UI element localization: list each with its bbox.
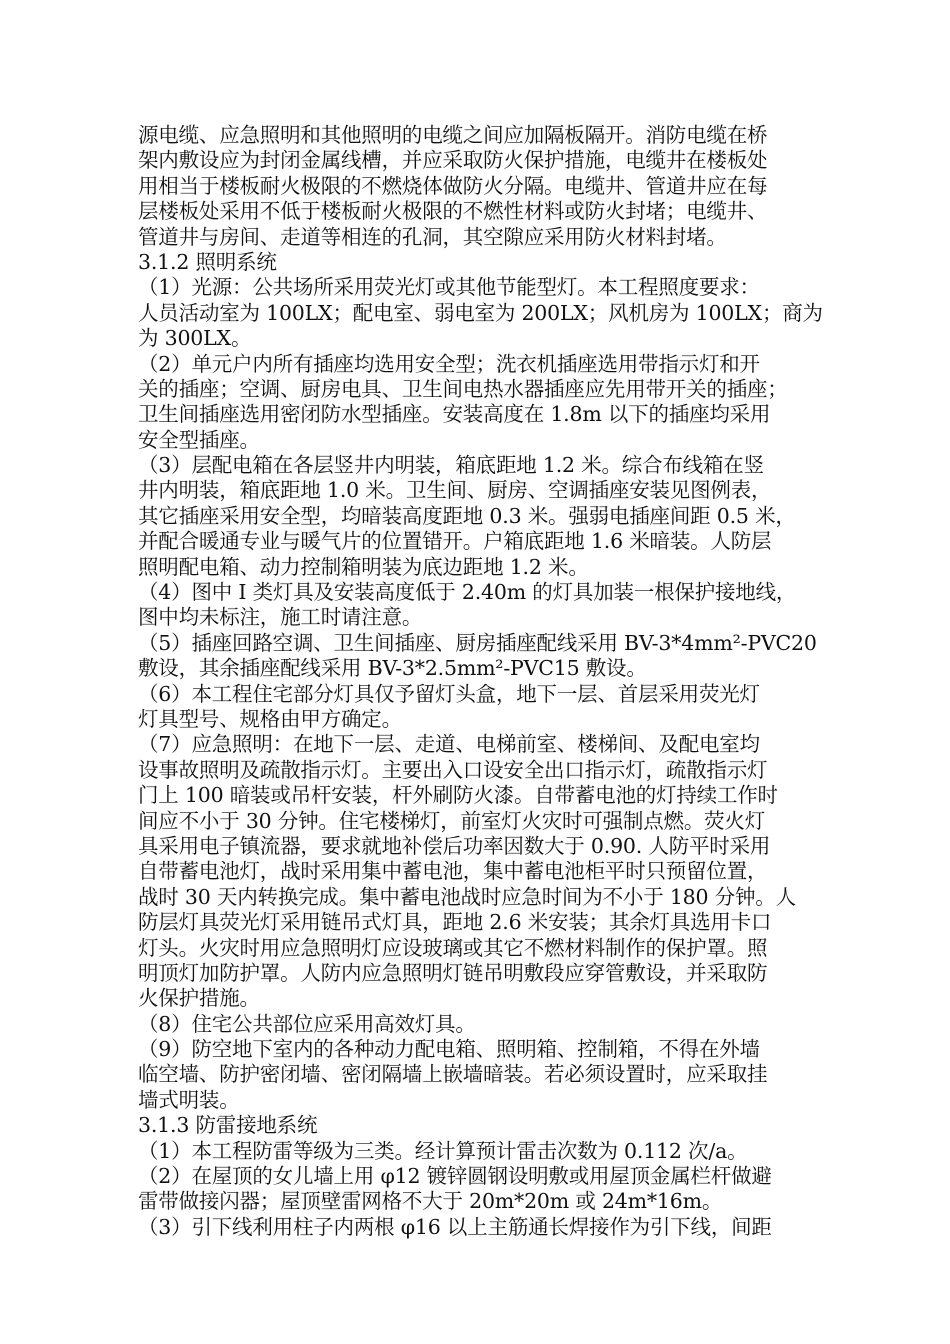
text-line: （4）图中 I 类灯具及安装高度低于 2.40m 的灯具加装一根保护接地线，: [138, 580, 797, 605]
text-line: 图中均未标注，施工时请注意。: [138, 605, 423, 630]
text-line: 卫生间插座选用密闭防水型插座。安装高度在 1.8m 以下的插座均采用: [138, 402, 771, 427]
text-line: 管道井与房间、走道等相连的孔洞，其空隙应采用防火材料封堵。: [138, 224, 727, 249]
text-line: 关的插座；空调、厨房电具、卫生间电热水器插座应先用带开关的插座；: [138, 376, 788, 401]
text-line: （8）住宅公共部位应采用高效灯具。: [138, 1011, 476, 1036]
text-line: （6）本工程住宅部分灯具仅予留灯头盒，地下一层、首层采用荧光灯: [138, 681, 760, 706]
text-line: 火保护措施。: [138, 986, 260, 1011]
text-line: （3）引下线利用柱子内两根 φ16 以上主筋通长焊接作为引下线，间距: [138, 1214, 772, 1239]
text-line: 安全型插座。: [138, 427, 260, 452]
document-body: [138, 123, 838, 1240]
text-line: 设事故照明及疏散指示灯。主要出入口设安全出口指示灯，疏散指示灯: [138, 757, 768, 782]
text-line: 为 300LX。: [138, 326, 252, 351]
text-line: 灯头。火灾时用应急照明灯应设玻璃或其它不燃材料制作的保护罩。照: [138, 935, 768, 960]
text-line: 3.1.3 防雷接地系统: [138, 1113, 318, 1138]
text-line: 战时 30 天内转换完成。集中蓄电池战时应急时间为不小于 180 分钟。人: [138, 884, 796, 909]
text-line: 人员活动室为 100LX；配电室、弱电室为 200LX；风机房为 100LX；商为: [138, 300, 823, 325]
text-line: （2）在屋顶的女儿墙上用 φ12 镀锌圆钢设明敷或用屋顶金属栏杆做避: [138, 1164, 772, 1189]
text-line: 自带蓄电池灯，战时采用集中蓄电池，集中蓄电池柜平时只预留位置，: [138, 859, 768, 884]
text-line: 临空墙、防护密闭墙、密闭隔墙上嵌墙暗装。若必须设置时，应采取挂: [138, 1062, 768, 1087]
text-line: 墙式明装。: [138, 1087, 240, 1112]
text-line: 雷带做接闪器；屋顶壁雷网格不大于 20m*20m 或 24m*16m。: [138, 1189, 723, 1214]
text-line: （2）单元户内所有插座均选用安全型；洗衣机插座选用带指示灯和开: [138, 351, 760, 376]
text-line: 门上 100 暗装或吊杆安装，杆外刷防火漆。自带蓄电池的灯持续工作时: [138, 783, 778, 808]
text-line: 具采用电子镇流器，要求就地补偿后功率因数大于 0.90. 人防平时采用: [138, 833, 771, 858]
text-line: 源电缆、应急照明和其他照明的电缆之间应加隔板隔开。消防电缆在桥: [138, 123, 768, 147]
text-line: 层楼板处采用不低于楼板耐火极限的不燃性材料或防火封堵；电缆井、: [138, 199, 768, 224]
text-line: 敷设，其余插座配线采用 BV-3*2.5mm²-PVC15 敷设。: [138, 656, 647, 681]
text-line: 并配合暖通专业与暖气片的位置错开。户箱底距地 1.6 米暗装。人防层: [138, 529, 772, 554]
text-line: （1）光源：公共场所采用荧光灯或其他节能型灯。本工程照度要求：: [138, 275, 760, 300]
text-line: 用相当于楼板耐火极限的不燃烧体做防火分隔。电缆井、管道井应在每: [138, 173, 768, 198]
text-line: （3）层配电箱在各层竖井内明装，箱底距地 1.2 米。综合布线箱在竖: [138, 453, 764, 478]
text-line: 间应不小于 30 分钟。住宅楼梯灯，前室灯火灾时可强制点燃。荧火灯: [138, 808, 766, 833]
text-line: 明顶灯加防护罩。人防内应急照明灯链吊明敷段应穿管敷设，并采取防: [138, 960, 768, 985]
text-line: 防层灯具荧光灯采用链吊式灯具，距地 2.6 米安装；其余灯具选用卡口: [138, 910, 772, 935]
text-line: 其它插座采用安全型，均暗装高度距地 0.3 米。强弱电插座间距 0.5 米，: [138, 503, 796, 528]
text-line: 架内敷设应为封闭金属线槽，并应采取防火保护措施，电缆井在楼板处: [138, 148, 768, 173]
text-line: （9）防空地下室内的各种动力配电箱、照明箱、控制箱，不得在外墙: [138, 1037, 760, 1062]
text-line: （5）插座回路空调、卫生间插座、厨房插座配线采用 BV-3*4mm²-PVC20: [138, 630, 817, 655]
text-line: （7）应急照明：在地下一层、走道、电梯前室、楼梯间、及配电室均: [138, 732, 760, 757]
text-line: 照明配电箱、动力控制箱明装为底边距地 1.2 米。: [138, 554, 589, 579]
text-line: （1）本工程防雷等级为三类。经计算预计雷击次数为 0.112 次/a。: [138, 1138, 748, 1163]
text-line: 灯具型号、规格由甲方确定。: [138, 706, 402, 731]
text-line: 3.1.2 照明系统: [138, 249, 277, 274]
text-line: 井内明装，箱底距地 1.0 米。卫生间、厨房、空调插座安装见图例表，: [138, 478, 772, 503]
